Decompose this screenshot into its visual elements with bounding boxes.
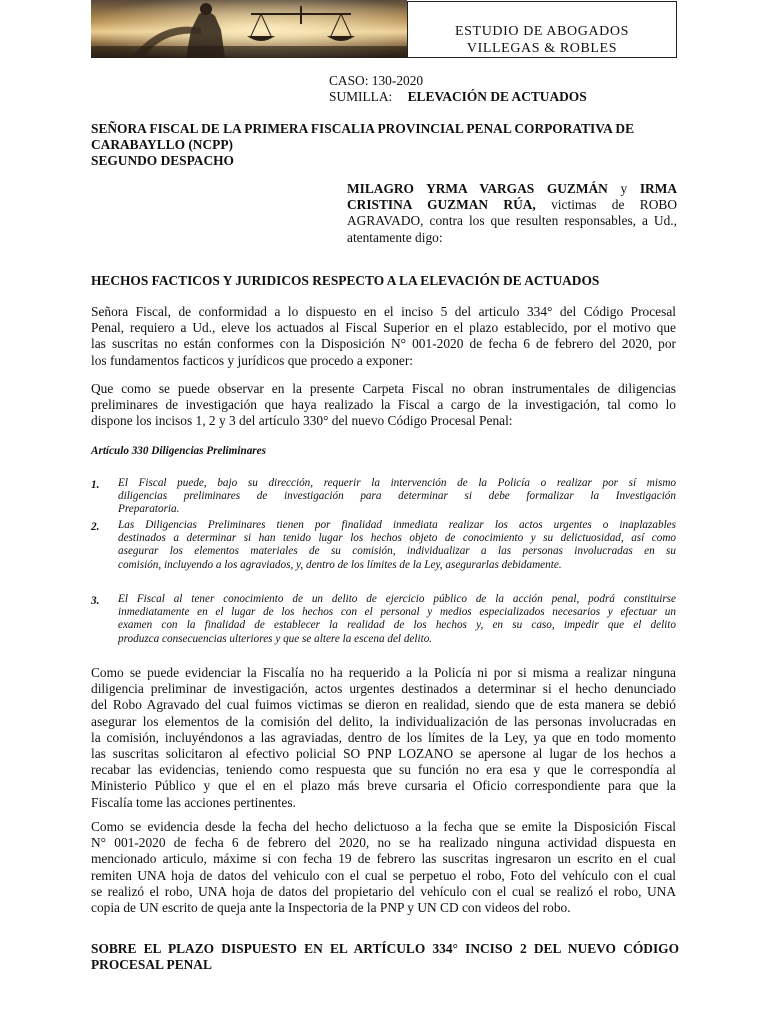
para4-line: se realizó el robo, UNA hoja de datos del propietario del vehículo con el cual se realizó el robo, UNA [91, 883, 676, 899]
paragraph-3 [91, 665, 676, 811]
section2-title-line: PROCESAL PENAL [91, 957, 212, 973]
section1-title: HECHOS FACTICOS Y JURIDICOS RESPECTO A LA ELEVACIÓN DE ACTUADOS [91, 273, 600, 288]
para2-line: Que como se puede observar en la presente Carpeta Fiscal no obran instrumentales de diligencias [91, 381, 676, 396]
sumilla-label: SUMILLA: [329, 89, 393, 104]
item-line: produzca consecuencias ulteriores y que se altere la escena del delito. [118, 632, 433, 645]
item-line: Las Diligencias Preliminares tienen por finalidad inmediata realizar los actos urgentes o inaplazables [118, 519, 676, 531]
para3-line: Ministerio Público y que el en el plazo más breve cursaria el Oficio correspondiente para que la [91, 778, 676, 794]
paragraph-1 [91, 304, 676, 369]
addressee-line2: CARABAYLLO (NCPP) [91, 137, 233, 153]
item-3-number: 3. [91, 595, 100, 607]
para4-line: copia de UN escrito de queja ante la Inspectoria de la PNP y UN CD con videos del robo. [91, 900, 571, 916]
para3-line: del Robo Agravado del cual fuimos victimas se dieron en realidad, siendo que de esta manera se debió [91, 697, 676, 713]
item-line: asegurar los elementos materiales de su comisión, individualizar a las personas involucradas en su [118, 545, 676, 558]
para2-line: dispone los incisos 1, 2 y 3 del artículo 330° del nuevo Código Procesal Penal: [91, 413, 513, 429]
para3-line: recabar las evidencias, teniendo como respuesta que su función no era esa y que le correspondía al [91, 762, 676, 778]
para4-line: Como se evidencia desde la fecha del hecho delictuoso a la fecha que se emite la Disposición Fiscal [91, 819, 676, 834]
item-1-text [118, 477, 676, 517]
para4-line: N° 001-2020 de fecha 6 de febrero del 2020, no se ha realizado ninguna actividad dispuesta en [91, 835, 676, 851]
section2-title [91, 941, 679, 973]
para1-line: las suscritas no están conformes con la Disposición N° 001-2020 de fecha 6 de febrero del 2020, por [91, 336, 676, 352]
item-line: examen con la finalidad de establecer la realidad de los hechos y, en su caso, impedir que el delito [118, 619, 676, 632]
item-line: El Fiscal puede, bajo su dirección, requerir la intervención de la Policía o realizar por sí mismo [118, 477, 676, 489]
sumilla-value: ELEVACIÓN DE ACTUADOS [407, 89, 587, 104]
addressee-line1: SEÑORA FISCAL DE LA PRIMERA FISCALIA PROVINCIAL PENAL CORPORATIVA DE [91, 121, 635, 136]
paragraph-2 [91, 381, 676, 430]
para4-line: remiten UNA hoja de datos del vehiculo con el cual se perpetuo el robo, Foto del vehículo con el cual [91, 867, 676, 883]
addressee-line3: SEGUNDO DESPACHO [91, 153, 234, 169]
addressee [91, 121, 679, 170]
item-line: comisión, incluyendo a los agraviados, y, dentro de los límites de la Ley, asegurarlas debidamente. [118, 558, 562, 571]
para3-line: Como se puede evidenciar la Fiscalía no ha requerido a la Policía ni por si misma a realizar ninguna [91, 665, 676, 680]
item-line: El Fiscal al tener conocimiento de un delito de ejercicio público de la acción penal, podrá constituirse [118, 593, 676, 605]
petitioners-line3: AGRAVADO, contra los que resulten responsables, a Ud., [347, 213, 677, 229]
item-line: diligencias preliminares de investigación para determinar si debe formalizar la Investigación [118, 490, 676, 503]
para1-line: los fundamentos facticos y jurídicos que procedo a exponer: [91, 352, 414, 368]
sumilla [329, 89, 587, 105]
para3-line: asegurar los elementos de la comisión del delito, la individualización de las personas involucradas en [91, 713, 676, 729]
justice-statue-icon [91, 0, 407, 58]
item-2-text [118, 519, 676, 572]
petitioners-line4: atentamente digo: [347, 229, 443, 245]
para3-line: la comisión, incluyéndonos a las agraviadas, dentro de los límites de la Ley, ya que en todo momento [91, 729, 676, 745]
para3-line: las suscritas solicitaron al efectivo policial SO PNP LOZANO se apersone al lugar de los hechos a [91, 746, 676, 762]
para2-line: preliminares de investigación que haya realizado la Fiscal a cargo de la investigación, tal como lo [91, 397, 676, 413]
article-heading: Artículo 330 Diligencias Preliminares [91, 445, 266, 457]
item-3-text [118, 593, 676, 646]
para4-line: mencionado articulo, máxime si con fecha 19 de febrero las suscritas ingresaron un escrito en el cual [91, 851, 676, 867]
para3-line: diligencia preliminar de investigación, actos urgentes destinados a determinar si el hecho denunciado [91, 681, 676, 697]
petitioners-block [347, 181, 677, 246]
item-1-number: 1. [91, 479, 100, 491]
item-line: destinados a determinar si han tenido lugar los hechos objeto de conocimiento y su delictuosidad, así como [118, 532, 676, 545]
para1-line: Señora Fiscal, de conformidad a lo dispuesto en el inciso 5 del articulo 334° del Código Procesal [91, 304, 676, 319]
para1-line: Penal, requiero a Ud., eleve los actuados al Fiscal Superior en el plazo establecido, por el motivo que [91, 320, 676, 336]
item-line: inmediatamente en el lugar de los hechos con el personal y medios especializados necesarios y efectuar un [118, 606, 676, 619]
item-line: Preparatoria. [118, 503, 180, 516]
firm-name-line2: VILLEGAS & ROBLES [466, 41, 618, 56]
item-2-number: 2. [91, 521, 100, 533]
petitioners-line1: MILAGRO YRMA VARGAS GUZMÁN y IRMA [347, 181, 678, 196]
paragraph-4 [91, 819, 676, 916]
case-number: CASO: 130-2020 [329, 73, 424, 88]
section2-title-line: SOBRE EL PLAZO DISPUESTO EN EL ARTÍCULO 334° INCISO 2 DEL NUEVO CÓDIGO [91, 941, 679, 956]
firm-name-box [407, 1, 677, 58]
petitioners-line2: CRISTINA GUZMAN RÚA, victimas de ROBO [347, 197, 677, 213]
firm-name-line1: ESTUDIO DE ABOGADOS [455, 24, 629, 39]
para3-line: Fiscalía tome las acciones pertinentes. [91, 794, 296, 810]
header-banner-image [91, 0, 407, 58]
